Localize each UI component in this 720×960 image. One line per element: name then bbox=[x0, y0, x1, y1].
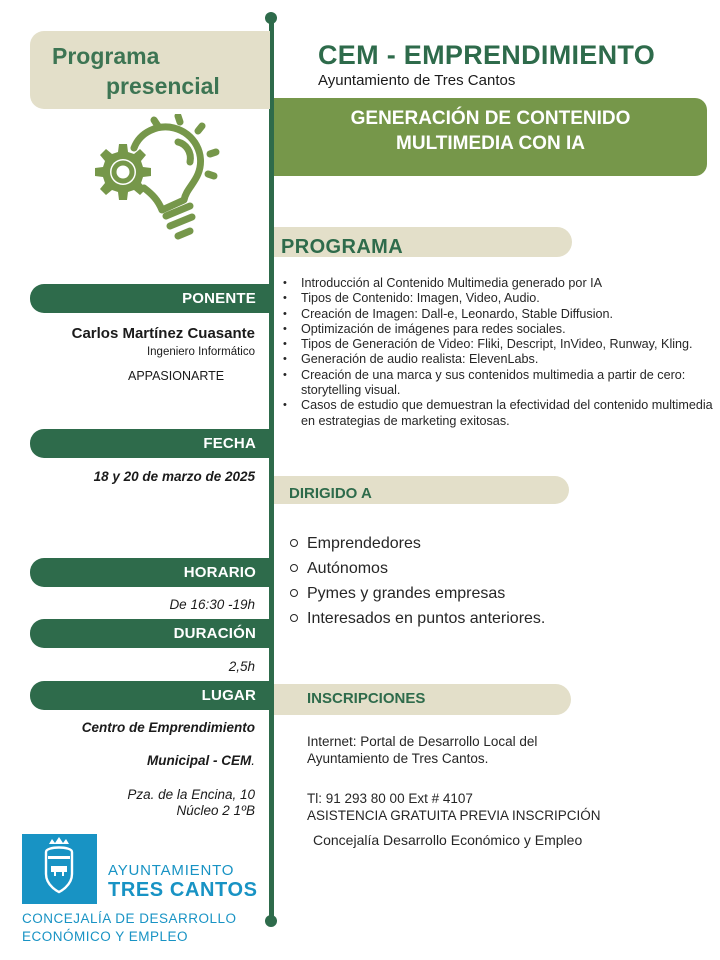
list-item: • Casos de estudio que demuestran la efectividad del contenido multimedia en estrategias de marketing exitosas. bbox=[283, 398, 715, 429]
lugar-line2 bbox=[147, 753, 255, 768]
inscripciones-heading-text: INSCRIPCIONES bbox=[307, 690, 426, 707]
lugar-address2: Núcleo 2 1ºB bbox=[176, 803, 255, 818]
ponente-label-bar bbox=[30, 284, 270, 313]
lugar-address1: Pza. de la Encina, 10 bbox=[127, 787, 255, 802]
inscripciones-dept: Concejalía Desarrollo Económico y Empleo bbox=[313, 832, 583, 848]
city-crest-icon bbox=[22, 834, 102, 904]
logo-line1: AYUNTAMIENTO bbox=[108, 862, 235, 879]
horario-label-bar bbox=[30, 558, 270, 587]
list-item: • Generación de audio realista: ElevenLabs. bbox=[283, 352, 715, 367]
logo-line2: TRES CANTOS bbox=[108, 879, 258, 901]
inscripciones-phone: Tl: 91 293 80 00 Ext # 4107 bbox=[307, 791, 473, 806]
course-title-banner bbox=[274, 98, 707, 176]
list-item: • Introducción al Contenido Multimedia generado por IA bbox=[283, 276, 715, 291]
list-item: • Tipos de Contenido: Imagen, Video, Audio. bbox=[283, 291, 715, 306]
dirigido-heading bbox=[274, 476, 569, 504]
dirigido-heading-text: DIRIGIDO A bbox=[289, 485, 372, 502]
inscripciones-free: ASISTENCIA GRATUITA PREVIA INSCRIPCIÓN bbox=[307, 808, 601, 823]
fecha-label: FECHA bbox=[203, 435, 256, 452]
lugar-line1: Centro de Emprendimiento bbox=[81, 720, 255, 735]
inscripciones-heading bbox=[274, 684, 571, 715]
list-item: • Creación de una marca y sus contenidos multimedia a partir de cero: storytelling visual. bbox=[283, 368, 715, 399]
program-mode-box bbox=[30, 31, 270, 109]
speaker-name: Carlos Martínez Cuasante bbox=[71, 325, 255, 342]
lightbulb-gear-icon bbox=[82, 114, 222, 244]
timeline-bottom-dot bbox=[265, 915, 277, 927]
programa-heading bbox=[274, 227, 572, 257]
list-item: Interesados en puntos anteriores. bbox=[290, 606, 545, 631]
program-mode-line2: presencial bbox=[106, 73, 220, 99]
duracion-label: DURACIÓN bbox=[173, 625, 256, 642]
fecha-label-bar bbox=[30, 429, 270, 458]
lugar-line2-end: . bbox=[251, 753, 255, 768]
horario-label: HORARIO bbox=[183, 564, 256, 581]
footer-dept-line2: ECONÓMICO Y EMPLEO bbox=[22, 929, 189, 944]
programa-heading-text: PROGRAMA bbox=[281, 236, 404, 258]
fecha-value: 18 y 20 de marzo de 2025 bbox=[93, 469, 255, 484]
lugar-label: LUGAR bbox=[201, 687, 256, 704]
list-item: Emprendedores bbox=[290, 531, 545, 556]
ponente-label: PONENTE bbox=[182, 290, 256, 307]
timeline-top-dot bbox=[265, 12, 277, 24]
speaker-company: APPASIONARTE bbox=[128, 369, 225, 383]
programa-list bbox=[283, 276, 715, 429]
page-title: CEM - EMPRENDIMIENTO bbox=[318, 40, 656, 70]
speaker-role: Ingeniero Informático bbox=[146, 346, 255, 358]
lugar-label-bar bbox=[30, 681, 270, 710]
duracion-label-bar bbox=[30, 619, 270, 648]
lugar-line2-bold: Municipal - CEM bbox=[146, 753, 252, 768]
course-title-line2: MULTIMEDIA CON IA bbox=[396, 133, 585, 154]
footer-dept-line1: CONCEJALÍA DE DESARROLLO bbox=[22, 911, 237, 926]
horario-value: De 16:30 -19h bbox=[169, 597, 255, 612]
list-item: • Optimización de imágenes para redes sociales. bbox=[283, 322, 715, 337]
inscripciones-internet-line1: Internet: Portal de Desarrollo Local del bbox=[307, 734, 538, 749]
list-item: • Creación de Imagen: Dall-e, Leonardo, Stable Diffusion. bbox=[283, 307, 715, 322]
organizer-name: Ayuntamiento de Tres Cantos bbox=[318, 72, 516, 89]
inscripciones-internet-line2: Ayuntamiento de Tres Cantos. bbox=[307, 751, 489, 766]
list-item: Autónomos bbox=[290, 556, 545, 581]
dirigido-list bbox=[290, 531, 545, 631]
program-mode-line1: Programa bbox=[52, 43, 160, 69]
list-item: Pymes y grandes empresas bbox=[290, 581, 545, 606]
list-item: • Tipos de Generación de Video: Fliki, Descript, InVideo, Runway, Kling. bbox=[283, 337, 715, 352]
duracion-value: 2,5h bbox=[228, 659, 255, 674]
course-title-line1: GENERACIÓN DE CONTENIDO bbox=[350, 108, 631, 129]
